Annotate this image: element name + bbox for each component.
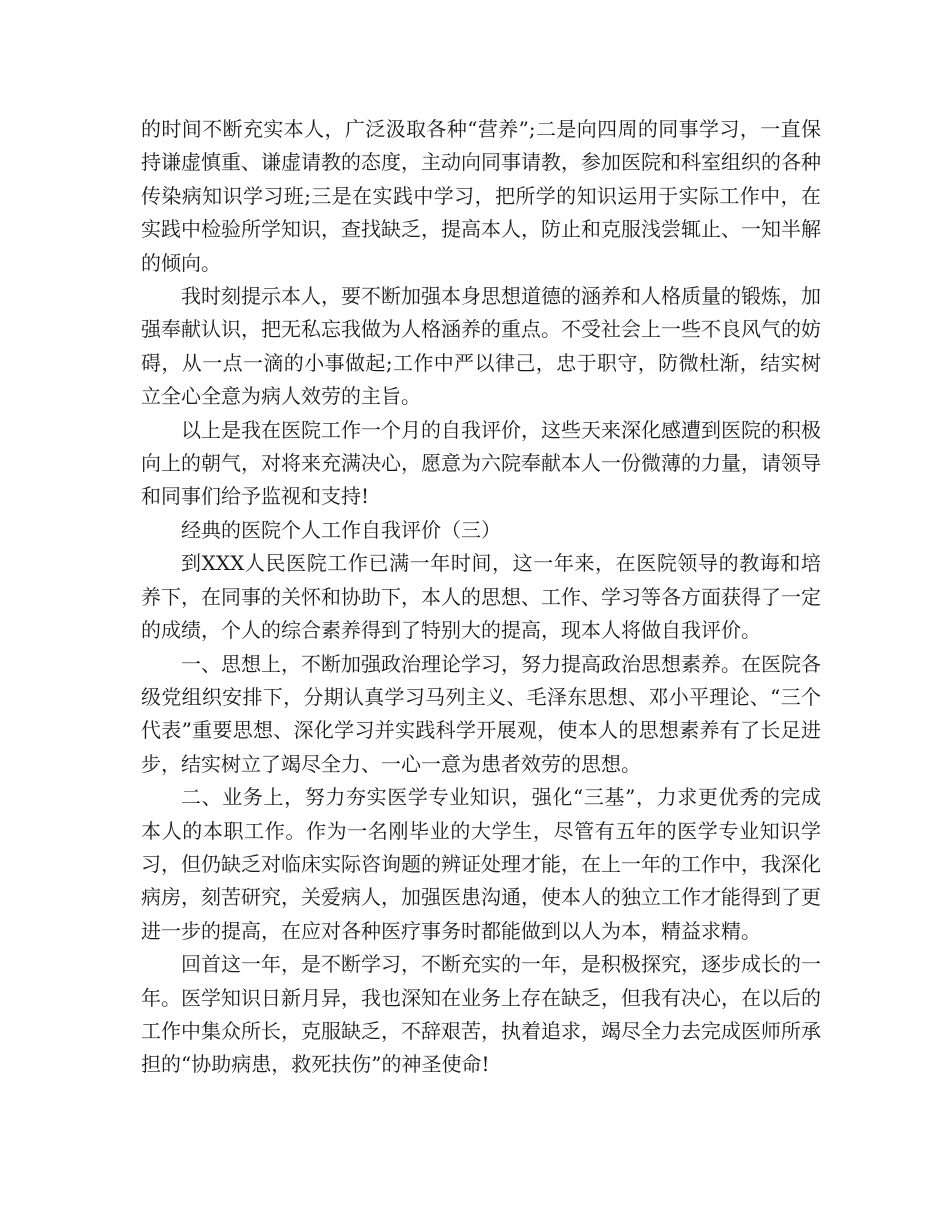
- paragraph-business: 二、业务上，努力夯实医学专业知识，强化“三基”，力求更优秀的完成本人的本职工作。作为一名刚毕业的大学生，尽管有五年的医学专业知识学习，但仍缺乏对临床实际咨询题的辨证处理才能，在上一年的工作中，我深化病房，刻苦研究，关爱病人，加强医患沟通，使本人的独立工作才能得到了更进一步的提高，在应对各种医疗事务时都能做到以人为本，精益求精。: [141, 785, 821, 943]
- paragraph-review: 回首这一年，是不断学习，不断充实的一年，是积极探究，逐步成长的一年。医学知识日新月异，我也深知在业务上存在缺乏，但我有决心，在以后的工作中集众所长，克服缺乏，不辞艰苦，执着追求，竭尽全力去完成医师所承担的“协助病患，救死扶伤”的神圣使命!: [141, 952, 821, 1077]
- paragraph-thought: 一、思想上，不断加强政治理论学习，努力提高政治思想素养。在医院各级党组织安排下，分期认真学习马列主义、毛泽东思想、邓小平理论、“三个代表”重要思想、深化学习并实践科学开展观，使本人的思想素养有了长足进步，结实树立了竭尽全力、一心一意为患者效劳的思想。: [141, 651, 821, 776]
- paragraph-one-month-summary: 以上是我在医院工作一个月的自我评价，这些天来深化感遭到医院的积极向上的朝气，对将来充满决心，愿意为六院奉献本人一份微薄的力量，请领导和同事们给予监视和支持!: [141, 417, 821, 509]
- paragraph-one-year-intro: 到XXX人民医院工作已满一年时间，这一年来，在医院领导的教诲和培养下，在同事的关怀和协助下，本人的思想、工作、学习等各方面获得了一定的成绩，个人的综合素养得到了特别大的提高，现本人将做自我评价。: [141, 551, 821, 643]
- document-body: [141, 113, 821, 1082]
- paragraph-self-reminder: 我时刻提示本人，要不断加强本身思想道德的涵养和人格质量的锻炼，加强奉献认识，把无私忘我做为人格涵养的重点。不受社会上一些不良风气的妨碍，从一点一滴的小事做起;工作中严以律己，忠于职守，防微杜渐，结实树立全心全意为病人效劳的主旨。: [141, 284, 821, 409]
- paragraph-continuation: 的时间不断充实本人，广泛汲取各种“营养”;二是向四周的同事学习，一直保持谦虚慎重、谦虚请教的态度，主动向同事请教，参加医院和科室组织的各种传染病知识学习班;三是在实践中学习，把所学的知识运用于实际工作中，在实践中检验所学知识，查找缺乏，提高本人，防止和克服浅尝辄止、一知半解的倾向。: [141, 117, 821, 275]
- section-heading: 经典的医院个人工作自我评价（三）: [181, 517, 501, 542]
